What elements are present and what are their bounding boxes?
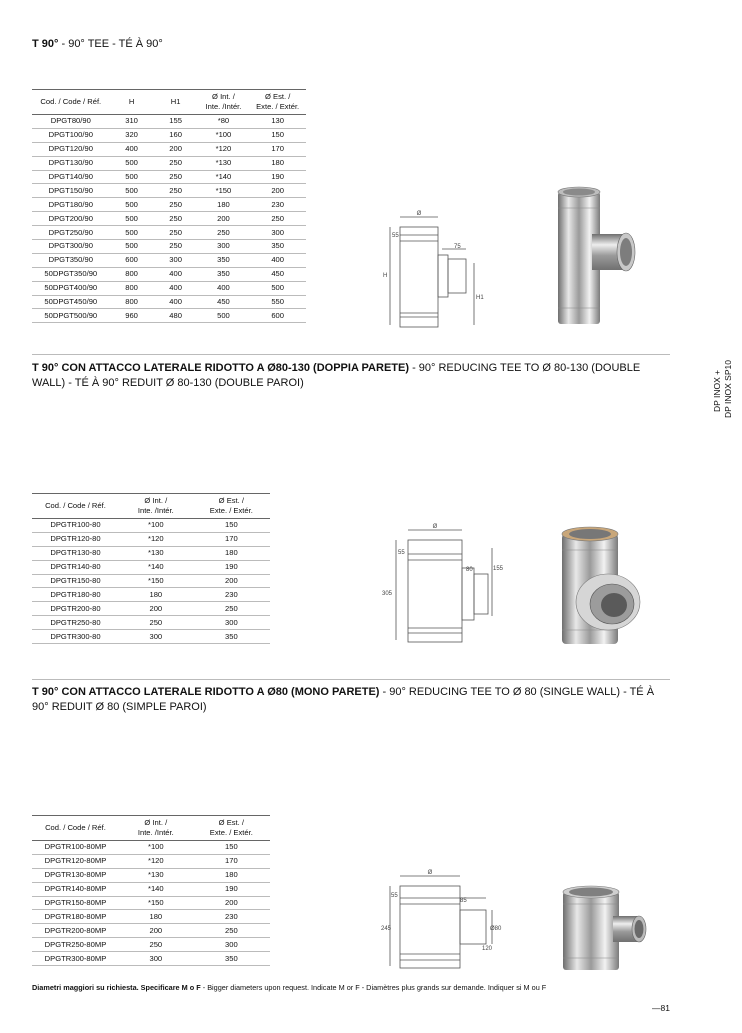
page-number: —81 <box>652 1003 670 1013</box>
table-cell: 600 <box>249 309 306 323</box>
table-cell: 500 <box>249 281 306 295</box>
table-header-cell: Ø Int. / Inte. /Intér. <box>119 816 193 841</box>
table-row <box>32 616 270 630</box>
table-cell: 350 <box>198 253 250 267</box>
section2-product-photo <box>548 520 658 650</box>
drawing1-label-h1: H1 <box>476 295 484 301</box>
product-code-cell: DPGTR130-80MP <box>32 868 119 882</box>
drawing3-label-e: 120 <box>482 946 493 952</box>
table-cell: 550 <box>249 295 306 309</box>
section1-product-photo <box>548 180 648 330</box>
table-cell: 150 <box>193 519 270 533</box>
table-row <box>32 156 306 170</box>
table-cell: 250 <box>154 184 198 198</box>
table-cell: 180 <box>198 198 250 212</box>
table-cell: 400 <box>154 281 198 295</box>
product-code-cell: DPGTR120-80 <box>32 532 119 546</box>
product-code-cell: DPGT350/90 <box>32 253 110 267</box>
table-cell: *100 <box>119 519 193 533</box>
table-cell: 300 <box>193 938 270 952</box>
table-cell: 500 <box>110 198 154 212</box>
product-code-cell: 50DPGT400/90 <box>32 281 110 295</box>
table-header-cell: Ø Est. / Exte. / Extér. <box>193 816 270 841</box>
table-cell: 170 <box>193 532 270 546</box>
section3-table <box>32 815 270 966</box>
table-row <box>32 896 270 910</box>
table-cell: 800 <box>110 295 154 309</box>
product-code-cell: DPGT140/90 <box>32 170 110 184</box>
product-code-cell: DPGTR130-80 <box>32 546 119 560</box>
section2-title <box>32 361 642 391</box>
section2-title-bold: T 90° CON ATTACCO LATERALE RIDOTTO A Ø80-130 (DOPPIA PARETE) <box>32 362 410 374</box>
product-code-cell: 50DPGT500/90 <box>32 309 110 323</box>
footnote-bold: Diametri maggiori su richiesta. Specificare M o F <box>32 983 201 992</box>
product-code-cell: DPGT130/90 <box>32 156 110 170</box>
table-cell: 250 <box>193 924 270 938</box>
table-row <box>32 142 306 156</box>
table-row <box>32 602 270 616</box>
table-cell: 250 <box>249 212 306 226</box>
product-code-cell: DPGTR250-80 <box>32 616 119 630</box>
table-cell: 500 <box>110 226 154 240</box>
table-row <box>32 170 306 184</box>
table-cell: 180 <box>193 546 270 560</box>
table-row <box>32 226 306 240</box>
table-header-cell: H1 <box>154 90 198 115</box>
product-code-cell: DPGT150/90 <box>32 184 110 198</box>
section1-title <box>32 38 163 50</box>
product-code-cell: DPGT180/90 <box>32 198 110 212</box>
table-cell: 230 <box>193 910 270 924</box>
side-label-line1: DP INOX + <box>712 369 722 412</box>
drawing1-label-d: Ø <box>416 211 422 217</box>
table-cell: 250 <box>193 602 270 616</box>
table-cell: 300 <box>154 253 198 267</box>
table-cell: 300 <box>198 240 250 254</box>
table-cell: 250 <box>198 226 250 240</box>
product-code-cell: DPGTR300-80MP <box>32 952 119 966</box>
product-code-cell: DPGT100/90 <box>32 128 110 142</box>
section3-title-bold: T 90° CON ATTACCO LATERALE RIDOTTO A Ø80 (MONO PARETE) <box>32 686 380 698</box>
table-cell: 300 <box>249 226 306 240</box>
table-cell: 450 <box>198 295 250 309</box>
table-cell: 300 <box>119 952 193 966</box>
table-row <box>32 184 306 198</box>
drawing2-label-c: 155 <box>493 566 504 572</box>
table-header-cell: Ø Int. / Inte. /Intér. <box>198 90 250 115</box>
product-code-cell: DPGTR140-80 <box>32 560 119 574</box>
section1-table <box>32 89 306 323</box>
side-vertical-label <box>712 350 742 420</box>
table-cell: 130 <box>249 115 306 129</box>
table-cell: 800 <box>110 281 154 295</box>
table-cell: 170 <box>249 142 306 156</box>
table-cell: *140 <box>119 882 193 896</box>
table-cell: *130 <box>119 868 193 882</box>
table-row <box>32 882 270 896</box>
table-cell: 200 <box>119 924 193 938</box>
table-cell: 170 <box>193 854 270 868</box>
section3-technical-drawing <box>380 866 510 976</box>
table-cell: 500 <box>110 184 154 198</box>
side-label-line2: DP INOX SP10 <box>723 360 733 418</box>
table-row <box>32 588 270 602</box>
product-code-cell: DPGTR150-80MP <box>32 896 119 910</box>
table-row <box>32 128 306 142</box>
section1-technical-drawing <box>380 205 490 330</box>
table-cell: *150 <box>119 896 193 910</box>
table-cell: 180 <box>119 588 193 602</box>
table-row <box>32 924 270 938</box>
table-row <box>32 868 270 882</box>
table-cell: 310 <box>110 115 154 129</box>
product-code-cell: DPGTR180-80MP <box>32 910 119 924</box>
table-cell: *140 <box>198 170 250 184</box>
table-row <box>32 574 270 588</box>
section3-product-photo <box>555 882 655 974</box>
table-cell: *140 <box>119 560 193 574</box>
drawing1-label-a: 55 <box>392 233 399 239</box>
drawing3-label-b: 85 <box>460 898 467 904</box>
table-cell: 200 <box>198 212 250 226</box>
table-cell: 500 <box>110 240 154 254</box>
product-code-cell: DPGT300/90 <box>32 240 110 254</box>
product-code-cell: DPGTR200-80MP <box>32 924 119 938</box>
drawing3-label-c: Ø80 <box>490 926 502 932</box>
table-cell: 400 <box>154 295 198 309</box>
section3-title <box>32 685 657 715</box>
table-cell: 200 <box>193 896 270 910</box>
table-row <box>32 240 306 254</box>
drawing3-label-h: 245 <box>381 926 392 932</box>
table-cell: *130 <box>198 156 250 170</box>
section3-title-rest: - 90° REDUCING TEE TO Ø 80 (SINGLE WALL) - TÉ À 90° REDUIT Ø 80 (SIMPLE PAROI) <box>32 686 655 713</box>
table-cell: *120 <box>119 532 193 546</box>
table-row <box>32 910 270 924</box>
table-cell: 800 <box>110 267 154 281</box>
table-cell: 190 <box>193 882 270 896</box>
table-header-cell: Cod. / Code / Réf. <box>32 494 119 519</box>
table-cell: 155 <box>154 115 198 129</box>
drawing2-label-d: Ø <box>432 524 438 530</box>
table-row <box>32 253 306 267</box>
product-code-cell: DPGT120/90 <box>32 142 110 156</box>
product-code-cell: DPGTR150-80 <box>32 574 119 588</box>
table-cell: 450 <box>249 267 306 281</box>
table-cell: 500 <box>198 309 250 323</box>
product-code-cell: DPGTR100-80 <box>32 519 119 533</box>
table-cell: 400 <box>198 281 250 295</box>
table-cell: 190 <box>193 560 270 574</box>
product-code-cell: DPGTR100-80MP <box>32 841 119 855</box>
table-cell: 250 <box>119 616 193 630</box>
table-row <box>32 952 270 966</box>
product-code-cell: DPGTR120-80MP <box>32 854 119 868</box>
table-cell: 190 <box>249 170 306 184</box>
product-code-cell: DPGT250/90 <box>32 226 110 240</box>
table-cell: 200 <box>154 142 198 156</box>
drawing2-label-h: 305 <box>382 591 393 597</box>
table-cell: *120 <box>198 142 250 156</box>
table-row <box>32 560 270 574</box>
product-code-cell: DPGTR250-80MP <box>32 938 119 952</box>
table-row <box>32 546 270 560</box>
table-cell: *100 <box>119 841 193 855</box>
table-cell: *130 <box>119 546 193 560</box>
table-cell: 320 <box>110 128 154 142</box>
table-row <box>32 309 306 323</box>
product-code-cell: 50DPGT350/90 <box>32 267 110 281</box>
table-row <box>32 198 306 212</box>
table-cell: 250 <box>154 240 198 254</box>
drawing1-label-b: 75 <box>454 244 461 250</box>
table-row <box>32 938 270 952</box>
table-row <box>32 267 306 281</box>
table-cell: 250 <box>119 938 193 952</box>
footnote <box>32 983 546 992</box>
section2-divider <box>32 679 670 680</box>
table-cell: 200 <box>249 184 306 198</box>
product-code-cell: DPGTR300-80 <box>32 630 119 644</box>
table-row <box>32 295 306 309</box>
table-cell: 150 <box>249 128 306 142</box>
table-row <box>32 841 270 855</box>
table-cell: 230 <box>249 198 306 212</box>
table-cell: 250 <box>154 226 198 240</box>
table-cell: 300 <box>119 630 193 644</box>
table-cell: 250 <box>154 212 198 226</box>
product-code-cell: DPGT80/90 <box>32 115 110 129</box>
table-cell: 500 <box>110 212 154 226</box>
table-cell: 400 <box>110 142 154 156</box>
table-cell: 300 <box>193 616 270 630</box>
table-header-cell: Cod. / Code / Réf. <box>32 90 110 115</box>
table-cell: *80 <box>198 115 250 129</box>
table-cell: 400 <box>154 267 198 281</box>
section2-technical-drawing <box>380 520 510 645</box>
table-cell: *120 <box>119 854 193 868</box>
table-cell: 500 <box>110 156 154 170</box>
table-cell: 160 <box>154 128 198 142</box>
table-cell: *150 <box>119 574 193 588</box>
section2-title-rest: - 90° REDUCING TEE TO Ø 80-130 (DOUBLE WALL) - TÉ À 90° REDUIT Ø 80-130 (DOUBLE PAROI) <box>32 362 641 389</box>
table-cell: 200 <box>193 574 270 588</box>
table-cell: 180 <box>119 910 193 924</box>
section1-title-bold: T 90° <box>32 38 59 50</box>
table-cell: 350 <box>193 630 270 644</box>
table-row <box>32 281 306 295</box>
table-cell: 350 <box>249 240 306 254</box>
table-header-cell: Cod. / Code / Réf. <box>32 816 119 841</box>
table-cell: *150 <box>198 184 250 198</box>
table-row <box>32 115 306 129</box>
section1-title-rest: - 90° TEE - TÉ À 90° <box>58 38 163 50</box>
drawing3-label-d: Ø <box>427 870 433 876</box>
table-header-cell: Ø Est. / Exte. / Extér. <box>193 494 270 519</box>
table-cell: 230 <box>193 588 270 602</box>
drawing2-label-b: 80 <box>466 567 473 573</box>
table-row <box>32 854 270 868</box>
table-cell: 250 <box>154 156 198 170</box>
table-cell: 350 <box>193 952 270 966</box>
drawing2-label-a: 55 <box>398 550 405 556</box>
section2-table <box>32 493 270 644</box>
table-header-cell: Ø Int. / Inte. /Intér. <box>119 494 193 519</box>
table-row <box>32 532 270 546</box>
product-code-cell: DPGT200/90 <box>32 212 110 226</box>
table-row <box>32 519 270 533</box>
table-cell: 150 <box>193 841 270 855</box>
table-cell: 600 <box>110 253 154 267</box>
table-cell: 480 <box>154 309 198 323</box>
section1-divider <box>32 354 670 355</box>
footnote-rest: - Bigger diameters upon request. Indicate M or F - Diamètres plus grands sur demande. Indiquer si M ou F <box>200 983 547 992</box>
product-code-cell: 50DPGT450/90 <box>32 295 110 309</box>
table-cell: 180 <box>193 868 270 882</box>
table-header-cell: H <box>110 90 154 115</box>
table-cell: 350 <box>198 267 250 281</box>
table-header-cell: Ø Est. / Exte. / Extér. <box>249 90 306 115</box>
table-cell: 200 <box>119 602 193 616</box>
product-code-cell: DPGTR140-80MP <box>32 882 119 896</box>
product-code-cell: DPGTR200-80 <box>32 602 119 616</box>
table-cell: *100 <box>198 128 250 142</box>
table-cell: 250 <box>154 198 198 212</box>
drawing1-label-h: H <box>383 273 388 279</box>
table-row <box>32 630 270 644</box>
table-cell: 500 <box>110 170 154 184</box>
table-cell: 400 <box>249 253 306 267</box>
table-row <box>32 212 306 226</box>
table-cell: 960 <box>110 309 154 323</box>
drawing3-label-a: 55 <box>391 893 398 899</box>
table-cell: 180 <box>249 156 306 170</box>
table-cell: 250 <box>154 170 198 184</box>
product-code-cell: DPGTR180-80 <box>32 588 119 602</box>
